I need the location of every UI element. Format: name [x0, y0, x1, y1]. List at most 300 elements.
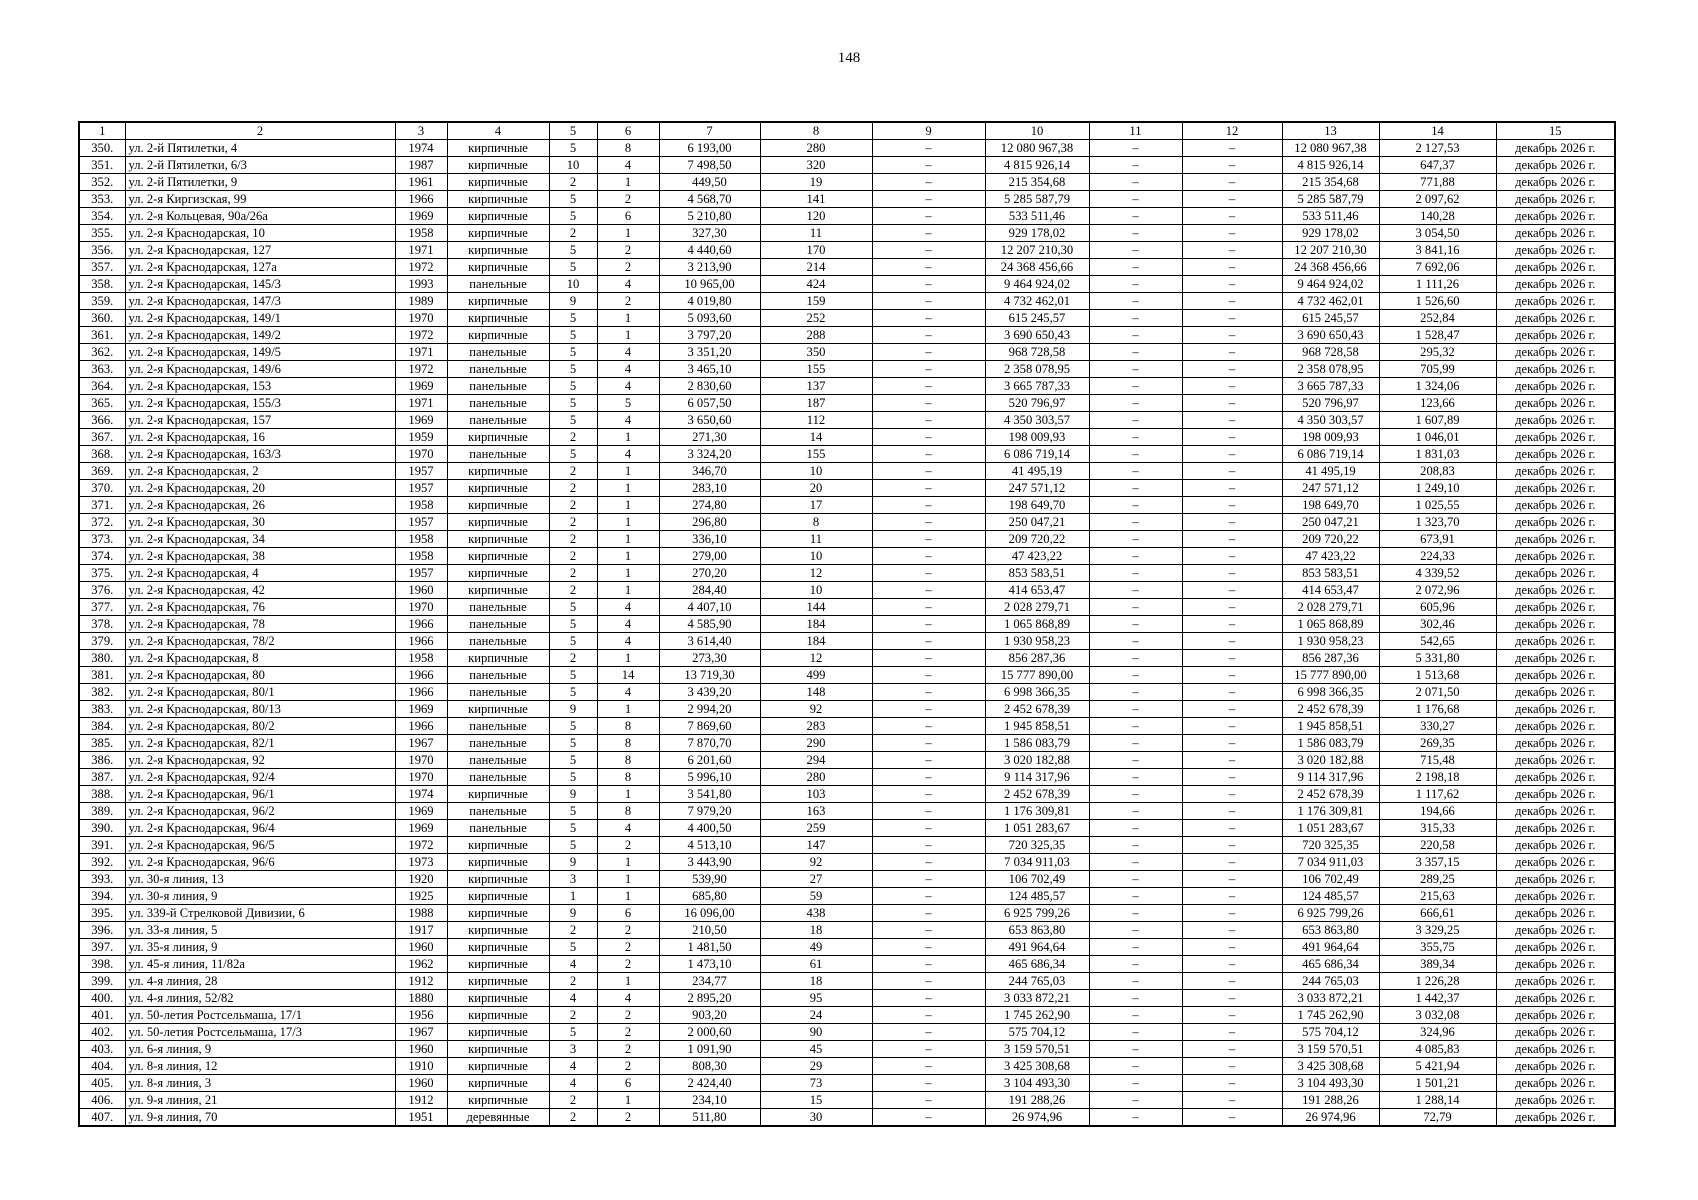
table-cell: 215,63 — [1379, 888, 1496, 905]
table-cell: – — [872, 701, 985, 718]
table-cell: 9 — [549, 905, 597, 922]
table-cell: – — [1089, 854, 1182, 871]
table-cell: ул. 2-я Краснодарская, 149/6 — [125, 361, 395, 378]
table-cell: – — [1182, 259, 1282, 276]
table-cell: кирпичные — [447, 157, 549, 174]
table-cell: 1970 — [395, 599, 447, 616]
table-cell: 302,46 — [1379, 616, 1496, 633]
table-cell: декабрь 2026 г. — [1496, 429, 1615, 446]
table-cell: – — [1182, 1092, 1282, 1109]
table-cell: кирпичные — [447, 582, 549, 599]
table-cell: 5 — [549, 837, 597, 854]
table-cell: 13 719,30 — [659, 667, 760, 684]
table-cell: 360. — [79, 310, 125, 327]
table-cell: ул. 2-я Краснодарская, 82/1 — [125, 735, 395, 752]
table-cell: ул. 2-я Краснодарская, 8 — [125, 650, 395, 667]
table-cell: 234,77 — [659, 973, 760, 990]
table-cell: 3 614,40 — [659, 633, 760, 650]
table-cell: 1971 — [395, 344, 447, 361]
table-cell: кирпичные — [447, 854, 549, 871]
table-cell: – — [1182, 973, 1282, 990]
table-cell: 1 — [597, 327, 659, 344]
table-cell: 92 — [760, 701, 872, 718]
table-cell: 1 — [597, 565, 659, 582]
table-cell: 1 051 283,67 — [985, 820, 1089, 837]
table-cell: 8 — [597, 718, 659, 735]
table-cell: 5 — [549, 395, 597, 412]
table-cell: декабрь 2026 г. — [1496, 803, 1615, 820]
table-cell: 1971 — [395, 242, 447, 259]
table-row — [79, 633, 1615, 650]
table-cell: ул. 2-я Краснодарская, 157 — [125, 412, 395, 429]
table-cell: – — [1182, 480, 1282, 497]
table-cell: кирпичные — [447, 956, 549, 973]
table-cell: – — [1182, 735, 1282, 752]
table-cell: ул. 6-я линия, 9 — [125, 1041, 395, 1058]
table-cell: 449,50 — [659, 174, 760, 191]
table-cell: 49 — [760, 939, 872, 956]
table-cell: – — [1182, 344, 1282, 361]
table-cell: панельные — [447, 752, 549, 769]
table-cell: 361. — [79, 327, 125, 344]
table-cell: 1 — [597, 531, 659, 548]
table-cell: – — [872, 854, 985, 871]
table-cell: 2 — [549, 514, 597, 531]
table-cell: 1 528,47 — [1379, 327, 1496, 344]
table-cell: панельные — [447, 361, 549, 378]
table-cell: декабрь 2026 г. — [1496, 412, 1615, 429]
table-cell: кирпичные — [447, 191, 549, 208]
table-cell: 140,28 — [1379, 208, 1496, 225]
table-cell: кирпичные — [447, 174, 549, 191]
table-cell: декабрь 2026 г. — [1496, 990, 1615, 1007]
table-cell: 184 — [760, 616, 872, 633]
table-cell: – — [872, 446, 985, 463]
table-cell: 19 — [760, 174, 872, 191]
table-cell: 12 080 967,38 — [985, 140, 1089, 157]
table-cell: 16 096,00 — [659, 905, 760, 922]
table-row — [79, 1007, 1615, 1024]
table-cell: 383. — [79, 701, 125, 718]
table-cell: 6 — [597, 208, 659, 225]
table-cell: – — [872, 990, 985, 1007]
table-cell: – — [872, 497, 985, 514]
table-cell: 2 895,20 — [659, 990, 760, 1007]
table-cell: ул. 45-я линия, 11/82а — [125, 956, 395, 973]
table-cell: – — [1089, 650, 1182, 667]
table-cell: – — [1089, 769, 1182, 786]
table-cell: 3 351,20 — [659, 344, 760, 361]
table-cell: 7 498,50 — [659, 157, 760, 174]
table-cell: панельные — [447, 616, 549, 633]
table-cell: 8 — [597, 769, 659, 786]
table-cell: 1 226,28 — [1379, 973, 1496, 990]
table-cell: 252 — [760, 310, 872, 327]
column-header: 11 — [1089, 122, 1182, 140]
table-cell: ул. 2-я Краснодарская, 96/6 — [125, 854, 395, 871]
table-cell: панельные — [447, 820, 549, 837]
table-cell: – — [1182, 684, 1282, 701]
table-cell: – — [872, 344, 985, 361]
table-cell: – — [1089, 242, 1182, 259]
table-cell: 15 777 890,00 — [1282, 667, 1379, 684]
table-cell: 3 159 570,51 — [985, 1041, 1089, 1058]
table-cell: 14 — [597, 667, 659, 684]
table-cell: 2 — [597, 259, 659, 276]
table-row — [79, 684, 1615, 701]
table-cell: – — [1089, 514, 1182, 531]
table-cell: 1966 — [395, 191, 447, 208]
table-cell: 853 583,51 — [1282, 565, 1379, 582]
table-cell: 1 442,37 — [1379, 990, 1496, 1007]
table-cell: кирпичные — [447, 650, 549, 667]
table-cell: 10 — [760, 582, 872, 599]
table-cell: – — [1089, 140, 1182, 157]
table-cell: – — [872, 650, 985, 667]
table-cell: 5 996,10 — [659, 769, 760, 786]
table-cell: – — [1089, 939, 1182, 956]
table-row — [79, 905, 1615, 922]
table-cell: 575 704,12 — [1282, 1024, 1379, 1041]
table-cell: декабрь 2026 г. — [1496, 480, 1615, 497]
table-cell: декабрь 2026 г. — [1496, 1109, 1615, 1127]
table-cell: 396. — [79, 922, 125, 939]
table-cell: 3 443,90 — [659, 854, 760, 871]
table-cell: 354. — [79, 208, 125, 225]
table-cell: декабрь 2026 г. — [1496, 361, 1615, 378]
table-row — [79, 1058, 1615, 1075]
table-cell: – — [872, 242, 985, 259]
table-cell: – — [1182, 786, 1282, 803]
table-cell: 4 350 303,57 — [985, 412, 1089, 429]
table-cell: 511,80 — [659, 1109, 760, 1127]
table-cell: 929 178,02 — [985, 225, 1089, 242]
table-cell: – — [1182, 752, 1282, 769]
table-cell: 41 495,19 — [985, 463, 1089, 480]
table-cell: 539,90 — [659, 871, 760, 888]
table-cell: – — [872, 1092, 985, 1109]
table-cell: – — [1182, 871, 1282, 888]
table-cell: 29 — [760, 1058, 872, 1075]
table-cell: – — [1182, 497, 1282, 514]
table-cell: 5 — [549, 310, 597, 327]
table-cell: ул. 35-я линия, 9 — [125, 939, 395, 956]
table-cell: – — [1182, 650, 1282, 667]
table-cell: 90 — [760, 1024, 872, 1041]
table-row — [79, 973, 1615, 990]
table-cell: кирпичные — [447, 871, 549, 888]
table-cell: 2 452 678,39 — [1282, 701, 1379, 718]
table-row — [79, 327, 1615, 344]
table-cell: декабрь 2026 г. — [1496, 293, 1615, 310]
table-cell: 1 — [597, 871, 659, 888]
table-cell: панельные — [447, 667, 549, 684]
table-cell: 209 720,22 — [1282, 531, 1379, 548]
table-cell: 520 796,97 — [1282, 395, 1379, 412]
table-cell: 1 — [597, 174, 659, 191]
table-cell: 274,80 — [659, 497, 760, 514]
table-cell: 3 033 872,21 — [1282, 990, 1379, 1007]
table-cell: 4 568,70 — [659, 191, 760, 208]
table-cell: панельные — [447, 769, 549, 786]
table-cell: 198 009,93 — [1282, 429, 1379, 446]
table-cell: – — [1182, 1007, 1282, 1024]
table-cell: 1 607,89 — [1379, 412, 1496, 429]
table-row — [79, 735, 1615, 752]
table-cell: 389. — [79, 803, 125, 820]
table-cell: 273,30 — [659, 650, 760, 667]
table-cell: 5 — [549, 378, 597, 395]
table-cell: ул. 2-я Краснодарская, 96/4 — [125, 820, 395, 837]
table-cell: 1969 — [395, 208, 447, 225]
table-cell: 1 323,70 — [1379, 514, 1496, 531]
table-cell: декабрь 2026 г. — [1496, 259, 1615, 276]
table-cell: – — [1089, 684, 1182, 701]
table-cell: 1958 — [395, 548, 447, 565]
table-cell: панельные — [447, 633, 549, 650]
table-cell: декабрь 2026 г. — [1496, 854, 1615, 871]
table-cell: 5 — [597, 395, 659, 412]
table-cell: 368. — [79, 446, 125, 463]
table-cell: 3 020 182,88 — [1282, 752, 1379, 769]
table-row — [79, 752, 1615, 769]
table-cell: 406. — [79, 1092, 125, 1109]
table-cell: ул. 2-я Краснодарская, 38 — [125, 548, 395, 565]
table-cell: 9 — [549, 786, 597, 803]
table-cell: – — [872, 820, 985, 837]
table-cell: 280 — [760, 769, 872, 786]
table-cell: кирпичные — [447, 1024, 549, 1041]
table-cell: – — [1182, 514, 1282, 531]
table-cell: 191 288,26 — [1282, 1092, 1379, 1109]
table-cell: ул. 2-й Пятилетки, 4 — [125, 140, 395, 157]
table-cell: 144 — [760, 599, 872, 616]
table-cell: ул. 8-я линия, 12 — [125, 1058, 395, 1075]
table-cell: – — [872, 361, 985, 378]
table-cell: декабрь 2026 г. — [1496, 446, 1615, 463]
table-cell: панельные — [447, 344, 549, 361]
table-cell: 4 732 462,01 — [1282, 293, 1379, 310]
table-cell: 198 649,70 — [985, 497, 1089, 514]
table-row — [79, 769, 1615, 786]
table-row — [79, 667, 1615, 684]
table-body — [79, 140, 1615, 1127]
table-cell: 359. — [79, 293, 125, 310]
table-cell: – — [1182, 548, 1282, 565]
table-cell: 405. — [79, 1075, 125, 1092]
table-cell: 1912 — [395, 973, 447, 990]
table-cell: 1 249,10 — [1379, 480, 1496, 497]
table-cell: 1 945 858,51 — [985, 718, 1089, 735]
table-cell: кирпичные — [447, 429, 549, 446]
table-row — [79, 531, 1615, 548]
table-cell: – — [1182, 667, 1282, 684]
table-row — [79, 191, 1615, 208]
table-cell: 47 423,22 — [985, 548, 1089, 565]
table-cell: 491 964,64 — [1282, 939, 1379, 956]
table-cell: 2 994,20 — [659, 701, 760, 718]
table-cell: 968 728,58 — [1282, 344, 1379, 361]
table-cell: 3 797,20 — [659, 327, 760, 344]
table-cell: 1 176 309,81 — [985, 803, 1089, 820]
table-cell: 369. — [79, 463, 125, 480]
table-cell: 3 054,50 — [1379, 225, 1496, 242]
table-cell: 4 815 926,14 — [985, 157, 1089, 174]
table-cell: 393. — [79, 871, 125, 888]
table-cell: ул. 2-я Краснодарская, 147/3 — [125, 293, 395, 310]
table-cell: 491 964,64 — [985, 939, 1089, 956]
table-cell: ул. 2-я Киргизская, 99 — [125, 191, 395, 208]
table-cell: 392. — [79, 854, 125, 871]
table-cell: 170 — [760, 242, 872, 259]
table-cell: 397. — [79, 939, 125, 956]
table-cell: кирпичные — [447, 888, 549, 905]
table-cell: 2 — [549, 531, 597, 548]
table-cell: 1972 — [395, 259, 447, 276]
table-cell: 856 287,36 — [1282, 650, 1379, 667]
table-cell: 10 — [549, 157, 597, 174]
table-cell: 2 — [549, 973, 597, 990]
table-row — [79, 956, 1615, 973]
table-cell: ул. 4-я линия, 52/82 — [125, 990, 395, 1007]
table-cell: 30 — [760, 1109, 872, 1127]
table-cell: 247 571,12 — [985, 480, 1089, 497]
column-header: 9 — [872, 122, 985, 140]
table-cell: ул. 2-я Краснодарская, 96/2 — [125, 803, 395, 820]
table-cell: 3 541,80 — [659, 786, 760, 803]
table-cell: 2 358 078,95 — [1282, 361, 1379, 378]
table-cell: – — [872, 871, 985, 888]
table-cell: панельные — [447, 378, 549, 395]
table-cell: 234,10 — [659, 1092, 760, 1109]
table-cell: 1 111,26 — [1379, 276, 1496, 293]
table-cell: – — [872, 293, 985, 310]
table-cell: ул. 339-й Стрелковой Дивизии, 6 — [125, 905, 395, 922]
table-cell: 8 — [597, 735, 659, 752]
table-cell: 350 — [760, 344, 872, 361]
table-cell: – — [872, 191, 985, 208]
table-cell: 8 — [597, 752, 659, 769]
table-cell: 1957 — [395, 480, 447, 497]
table-cell: 1910 — [395, 1058, 447, 1075]
table-row — [79, 344, 1615, 361]
table-row — [79, 803, 1615, 820]
table-cell: кирпичные — [447, 310, 549, 327]
table-cell: 1 — [597, 888, 659, 905]
table-row — [79, 310, 1615, 327]
table-cell: кирпичные — [447, 327, 549, 344]
table-cell: – — [872, 735, 985, 752]
table-cell: – — [1089, 310, 1182, 327]
table-cell: 2 452 678,39 — [1282, 786, 1379, 803]
table-cell: 1 481,50 — [659, 939, 760, 956]
table-cell: – — [1089, 1109, 1182, 1127]
table-cell: 2 — [597, 922, 659, 939]
table-cell: 388. — [79, 786, 125, 803]
table-row — [79, 157, 1615, 174]
table-cell: 252,84 — [1379, 310, 1496, 327]
table-cell: 1 091,90 — [659, 1041, 760, 1058]
table-cell: 2 028 279,71 — [1282, 599, 1379, 616]
table-cell: кирпичные — [447, 701, 549, 718]
table-cell: 808,30 — [659, 1058, 760, 1075]
table-cell: 1993 — [395, 276, 447, 293]
table-cell: 1 — [549, 888, 597, 905]
table-cell: – — [1089, 293, 1182, 310]
table-cell: – — [872, 548, 985, 565]
table-cell: кирпичные — [447, 514, 549, 531]
table-cell: – — [1182, 412, 1282, 429]
table-cell: – — [1089, 905, 1182, 922]
table-cell: 112 — [760, 412, 872, 429]
table-cell: – — [1089, 531, 1182, 548]
table-cell: 666,61 — [1379, 905, 1496, 922]
table-cell: 3 020 182,88 — [985, 752, 1089, 769]
table-cell: панельные — [447, 803, 549, 820]
table-cell: – — [1182, 310, 1282, 327]
table-cell: 386. — [79, 752, 125, 769]
table-cell: 2 — [597, 1041, 659, 1058]
table-cell: – — [872, 1024, 985, 1041]
table-cell: 2 — [549, 922, 597, 939]
table-cell: 6 193,00 — [659, 140, 760, 157]
table-cell: 330,27 — [1379, 718, 1496, 735]
table-cell: 3 665 787,33 — [985, 378, 1089, 395]
table-cell: 6 998 366,35 — [985, 684, 1089, 701]
table-cell: 15 777 890,00 — [985, 667, 1089, 684]
table-cell: 2 — [597, 1109, 659, 1127]
table-cell: кирпичные — [447, 565, 549, 582]
table-cell: 375. — [79, 565, 125, 582]
table-row — [79, 1024, 1615, 1041]
table-cell: 615 245,57 — [985, 310, 1089, 327]
column-header: 6 — [597, 122, 659, 140]
table-cell: 12 207 210,30 — [1282, 242, 1379, 259]
table-cell: – — [1089, 922, 1182, 939]
table-cell: 355,75 — [1379, 939, 1496, 956]
table-cell: 355. — [79, 225, 125, 242]
table-cell: 11 — [760, 225, 872, 242]
table-cell: 5 — [549, 735, 597, 752]
table-cell: 296,80 — [659, 514, 760, 531]
housing-registry-table — [78, 121, 1616, 1127]
table-cell: 1 586 083,79 — [985, 735, 1089, 752]
table-cell: 3 357,15 — [1379, 854, 1496, 871]
table-cell: 1967 — [395, 1024, 447, 1041]
table-cell: 5 331,80 — [1379, 650, 1496, 667]
table-cell: декабрь 2026 г. — [1496, 225, 1615, 242]
table-cell: 376. — [79, 582, 125, 599]
table-cell: 533 511,46 — [1282, 208, 1379, 225]
table-row — [79, 514, 1615, 531]
table-cell: – — [1182, 939, 1282, 956]
table-cell: декабрь 2026 г. — [1496, 548, 1615, 565]
table-cell: – — [1089, 837, 1182, 854]
column-header: 13 — [1282, 122, 1379, 140]
table-cell: 653 863,80 — [1282, 922, 1379, 939]
table-cell: 384. — [79, 718, 125, 735]
table-cell: ул. 2-я Краснодарская, 78/2 — [125, 633, 395, 650]
table-cell: ул. 50-летия Ростсельмаша, 17/3 — [125, 1024, 395, 1041]
table-cell: – — [1089, 633, 1182, 650]
table-cell: 9 — [549, 701, 597, 718]
table-cell: – — [1089, 616, 1182, 633]
table-cell: 2 — [597, 956, 659, 973]
table-cell: кирпичные — [447, 463, 549, 480]
table-cell: 5 — [549, 769, 597, 786]
table-cell: 61 — [760, 956, 872, 973]
table-cell: 2 452 678,39 — [985, 786, 1089, 803]
